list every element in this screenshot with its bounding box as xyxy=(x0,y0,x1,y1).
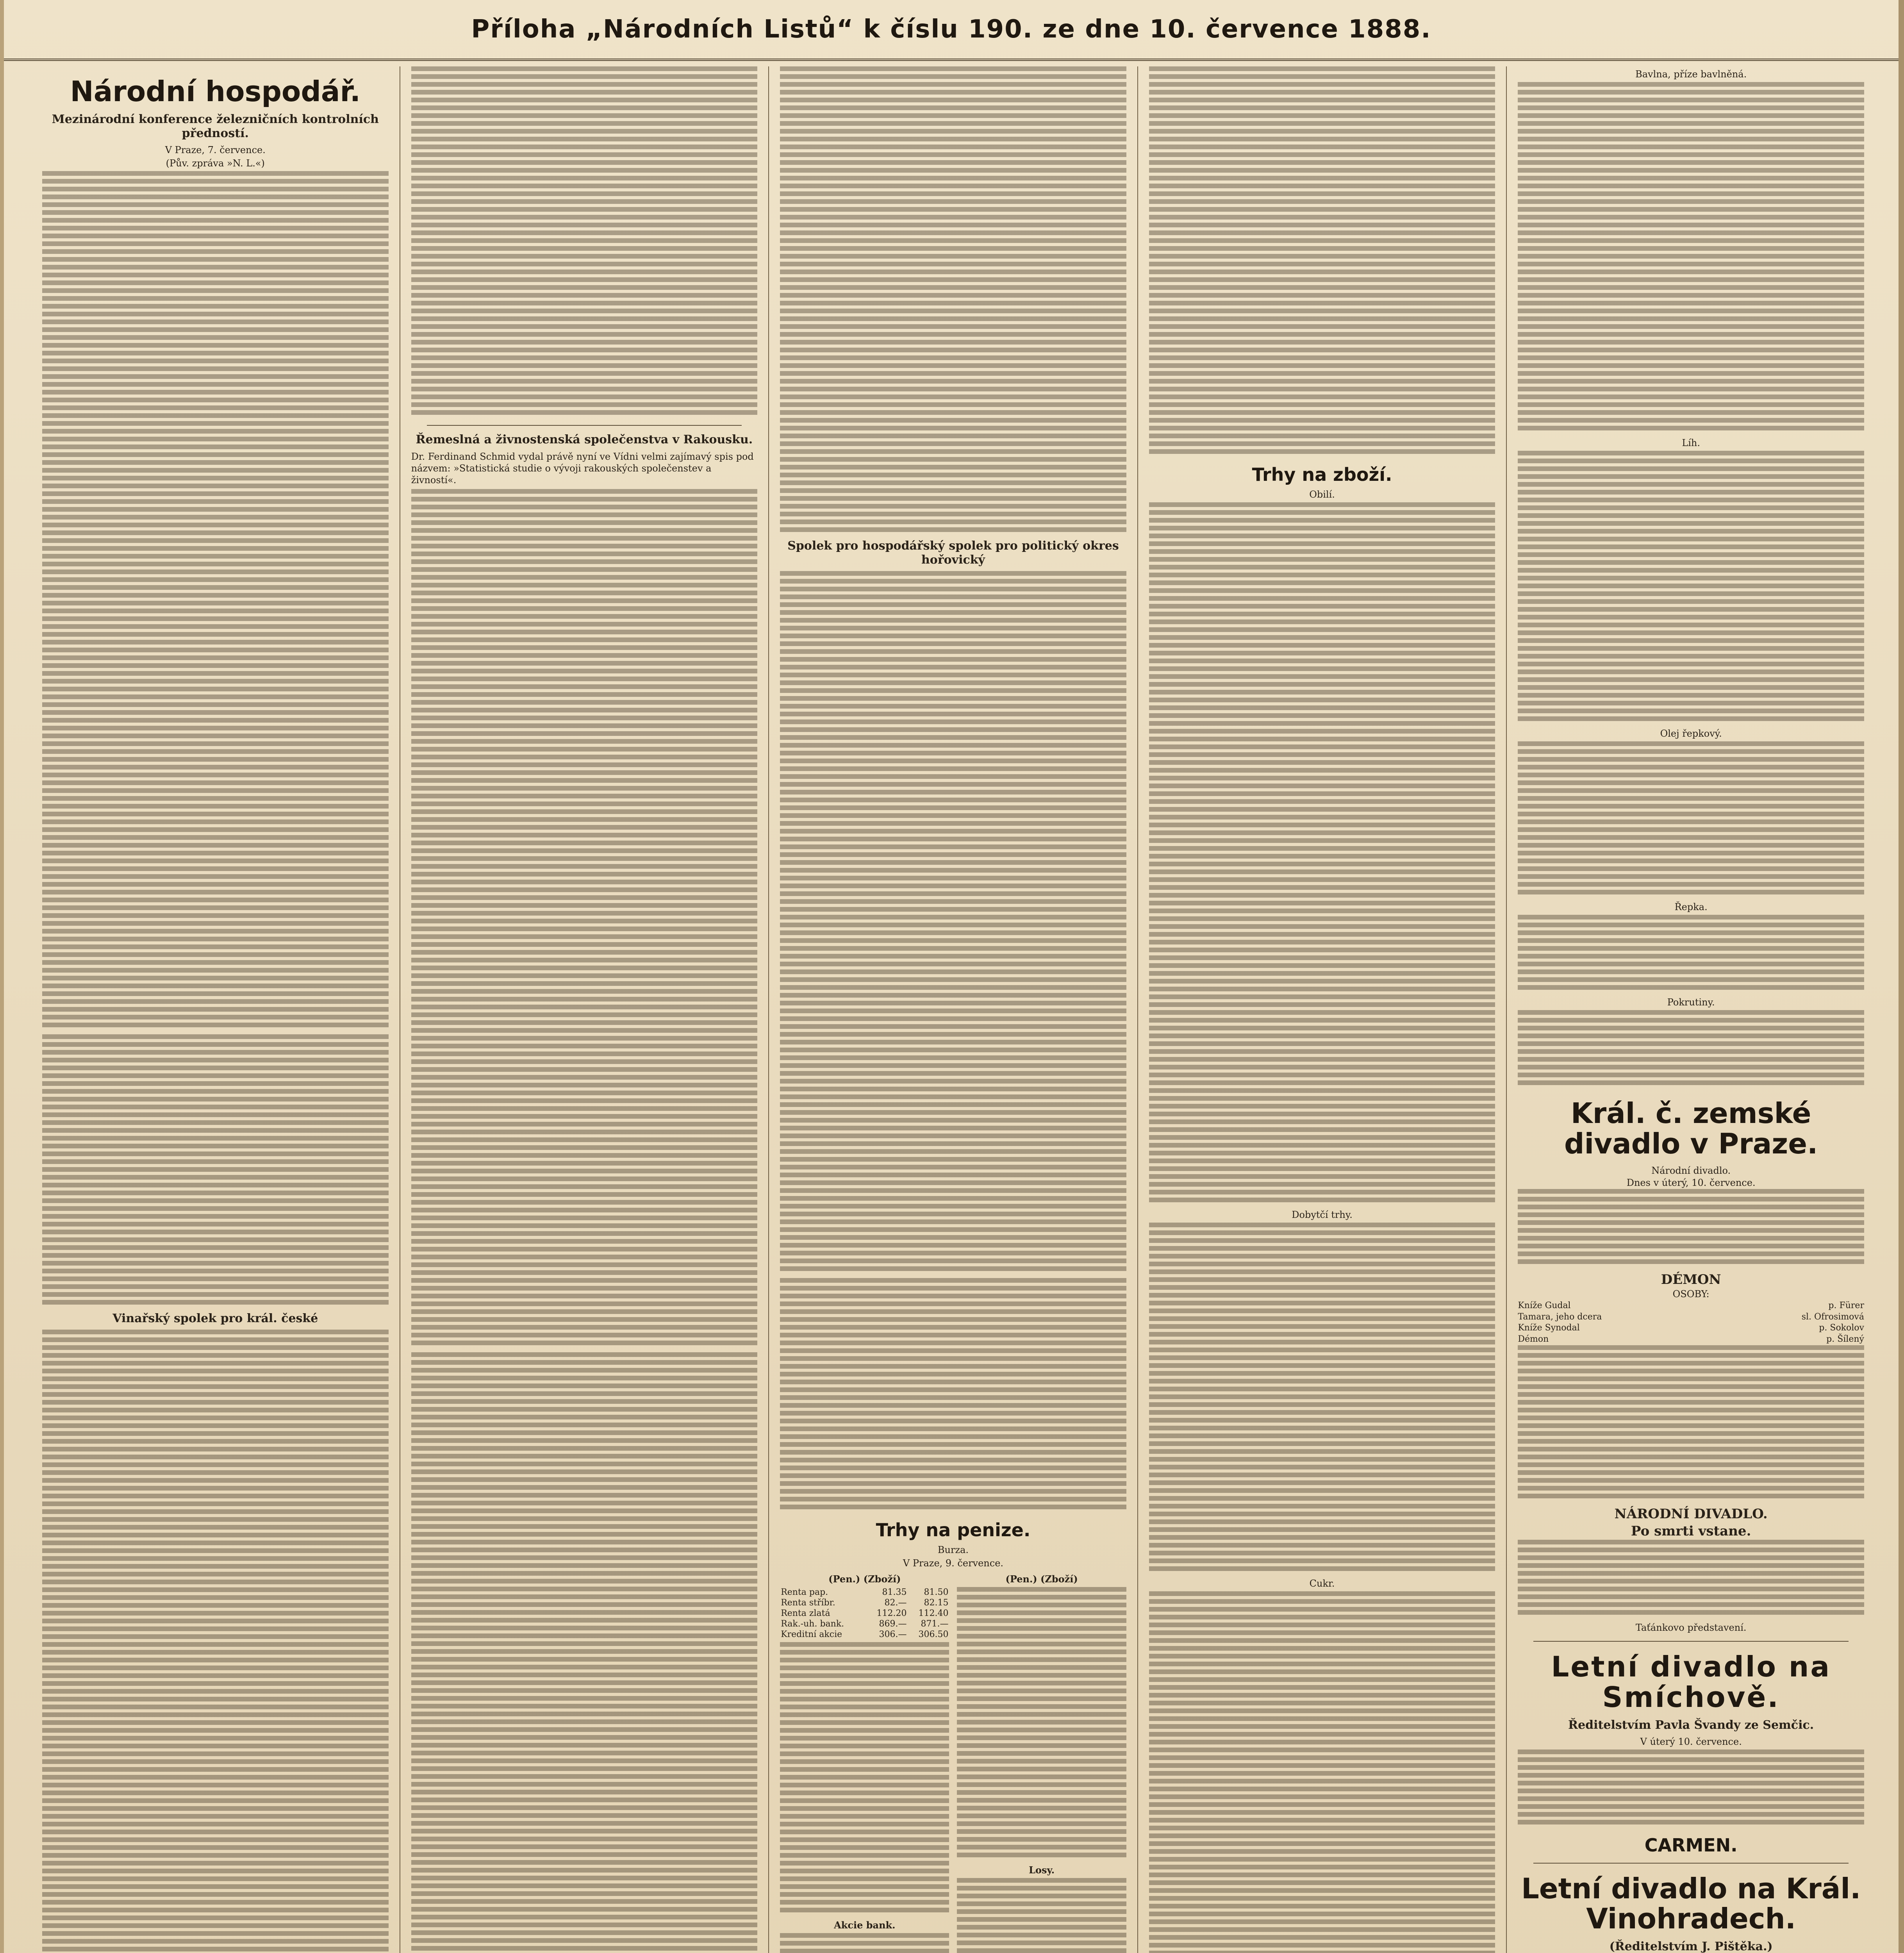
article-body-text xyxy=(411,66,758,418)
article-title-vinarsky-spolek: Vinařský spolek pro král. české xyxy=(112,1311,318,1325)
columns-area xyxy=(31,66,1875,1953)
rate-name: Renta stříbr. xyxy=(781,1598,835,1608)
rate-value: 306.— xyxy=(879,1630,907,1639)
column-5 xyxy=(1507,66,1875,1953)
rate-value: 82.15 xyxy=(924,1598,949,1608)
table-row xyxy=(780,1608,949,1619)
letni-divadlo-play: CARMEN. xyxy=(1644,1834,1738,1856)
rate-name: Renta pap. xyxy=(781,1587,828,1597)
article-body-text xyxy=(1149,66,1495,457)
cast-row xyxy=(1518,1312,1864,1323)
section-title-trhy-na-penize: Trhy na penize. xyxy=(876,1519,1031,1541)
rates-header: (Pen.) (Zboží) xyxy=(828,1573,901,1585)
rates-text xyxy=(780,1642,949,1916)
section-subtitle-pokrutiny: Pokrutiny. xyxy=(1667,997,1715,1008)
rate-name: Rak.-uh. bank. xyxy=(781,1619,844,1629)
article-title-remeslna: Řemeslná a živnostenská společenstva v Rakousku. xyxy=(416,433,753,446)
article-body-text xyxy=(411,1352,758,1953)
theatre-text xyxy=(1518,1189,1864,1267)
article-title-konference: Mezinárodní konference železničních kontrolních předností. xyxy=(52,112,379,140)
narodni-play-title: Po smrti vstane. xyxy=(1631,1523,1751,1539)
article-dateline: V Praze, 7. července. xyxy=(165,144,266,155)
cast-actor: p. Šílený xyxy=(1826,1334,1864,1344)
masthead xyxy=(4,0,1899,61)
cast-actor: p. Sokolov xyxy=(1819,1323,1864,1333)
theatre-osoby: OSOBY: xyxy=(1672,1289,1709,1300)
article-body-text xyxy=(1518,82,1864,434)
cast-role: Kníže Synodal xyxy=(1518,1323,1580,1333)
article-body-text xyxy=(1518,741,1864,898)
article-body-text xyxy=(780,1278,1126,1512)
article-body-text xyxy=(1149,502,1495,1205)
column-4 xyxy=(1138,66,1507,1953)
kral-vinohrady-title: Letní divadlo na Král. Vinohradech. xyxy=(1521,1872,1861,1935)
letni-divadlo-subtitle: Ředitelstvím Pavla Švandy ze Semčic. xyxy=(1568,1718,1814,1732)
cast-row xyxy=(1518,1323,1864,1334)
divider xyxy=(427,425,742,426)
theatre-listing xyxy=(1518,1165,1864,1634)
table-row xyxy=(780,1619,949,1629)
column-2 xyxy=(400,66,769,1953)
rate-value: 869.— xyxy=(879,1619,907,1629)
theatre-text xyxy=(1518,1540,1864,1618)
table-row xyxy=(780,1587,949,1598)
cast-role: Tamara, jeho dcera xyxy=(1518,1312,1602,1322)
article-body-text xyxy=(411,489,758,1348)
trade-subtitle: Burza. xyxy=(937,1544,969,1555)
rates-block xyxy=(780,1571,1126,1953)
section-subtitle-cukr: Cukr. xyxy=(1309,1578,1335,1589)
article-body-text xyxy=(1518,1010,1864,1088)
section-title-trhy-na-zbozi: Trhy na zboží. xyxy=(1252,464,1392,485)
trade-dateline: V Praze, 9. července. xyxy=(903,1558,1004,1569)
theatre-text xyxy=(1518,1749,1864,1828)
cast-role: Kníže Gudal xyxy=(1518,1301,1571,1311)
table-row xyxy=(780,1629,949,1640)
article-body-text xyxy=(42,171,389,1030)
table-row xyxy=(780,1598,949,1608)
theatre-opera-title: DÉMON xyxy=(1661,1271,1721,1287)
rate-value: 306.50 xyxy=(918,1630,949,1639)
divider xyxy=(1533,1641,1849,1642)
article-body-text xyxy=(1149,1591,1495,1953)
rate-name: Renta zlatá xyxy=(781,1608,830,1618)
cast-actor: sl. Ofrosimová xyxy=(1801,1312,1864,1322)
rates-section-lots: Losy. xyxy=(1029,1864,1055,1876)
article-body-text xyxy=(42,1034,389,1308)
rate-value: 871.— xyxy=(921,1619,949,1629)
article-body-text xyxy=(1518,451,1864,724)
theatre-subtitle: Národní divadlo. xyxy=(1651,1165,1731,1176)
section-subtitle-bavlna: Bavlna, příze bavlněná. xyxy=(1635,69,1747,80)
column-1 xyxy=(31,66,400,1953)
section-subtitle-repka: Řepka. xyxy=(1674,902,1708,912)
rates-left xyxy=(780,1571,949,1953)
section-subtitle-lih: Líh. xyxy=(1682,437,1701,448)
cast-row xyxy=(1518,1334,1864,1345)
rates-table xyxy=(780,1587,949,1640)
column-3 xyxy=(769,66,1138,1953)
cast-role: Démon xyxy=(1518,1334,1549,1344)
theatre-text xyxy=(1518,1345,1864,1501)
rates-text xyxy=(957,1878,1126,1953)
article-title-hospodarsky-spolek: Spolek pro hospodářský spolek pro politický okres hořovický xyxy=(787,539,1119,567)
rate-value: 81.50 xyxy=(924,1587,949,1597)
article-body-text xyxy=(42,1330,389,1953)
rate-value: 81.35 xyxy=(882,1587,907,1597)
rates-text xyxy=(780,1933,949,1953)
rates-header: (Pen.) (Zboží) xyxy=(1005,1573,1078,1585)
rates-section-shares: Akcie bank. xyxy=(834,1919,896,1931)
letni-divadlo-title: Letní divadlo na Smíchově. xyxy=(1551,1650,1831,1714)
article-body-text xyxy=(1149,1223,1495,1574)
cast-row xyxy=(1518,1300,1864,1312)
rate-name: Kreditní akcie xyxy=(781,1630,842,1639)
cast-actor: p. Fürer xyxy=(1828,1301,1864,1311)
article-body-text xyxy=(1518,915,1864,993)
divider xyxy=(1533,1863,1849,1864)
narodni-divadlo-title: NÁRODNÍ DIVADLO. xyxy=(1614,1506,1768,1522)
letni-divadlo-date: V úterý 10. července. xyxy=(1640,1736,1742,1747)
article-intro: Dr. Ferdinand Schmid vydal právě nyní ve Vídni velmi zajímavý spis pod názvem: »Statistická studie o vývoji rakouských společenstev a živností«. xyxy=(411,451,754,486)
narodni-notice: Taťánkovo představení. xyxy=(1635,1622,1747,1633)
rate-value: 112.40 xyxy=(918,1608,949,1618)
article-source: (Pův. zpráva »N. L.«) xyxy=(166,157,265,169)
section-subtitle-olej: Olej řepkový. xyxy=(1660,728,1722,739)
section-subtitle-obili: Obilí. xyxy=(1309,489,1335,500)
article-body-text xyxy=(780,571,1126,1274)
theatre-title: Král. č. zemské divadlo v Praze. xyxy=(1564,1097,1818,1160)
section-subtitle-dobytci-trhy: Dobytčí trhy. xyxy=(1292,1209,1353,1220)
theatre-date: Dnes v úterý, 10. července. xyxy=(1626,1177,1756,1188)
masthead-title: Příloha „Národních Listů“ k číslu 190. ze dne 10. července 1888. xyxy=(471,15,1431,44)
kral-vinohrady-subtitle: (Ředitelstvím J. Pištěka.) xyxy=(1609,1940,1773,1953)
rate-value: 82.— xyxy=(884,1598,907,1608)
rate-value: 112.20 xyxy=(876,1608,907,1618)
rates-text xyxy=(957,1587,1126,1860)
article-body-text xyxy=(780,66,1126,535)
rates-right xyxy=(957,1571,1126,1953)
section-title-narodni-hospodar: Národní hospodář. xyxy=(70,75,361,108)
